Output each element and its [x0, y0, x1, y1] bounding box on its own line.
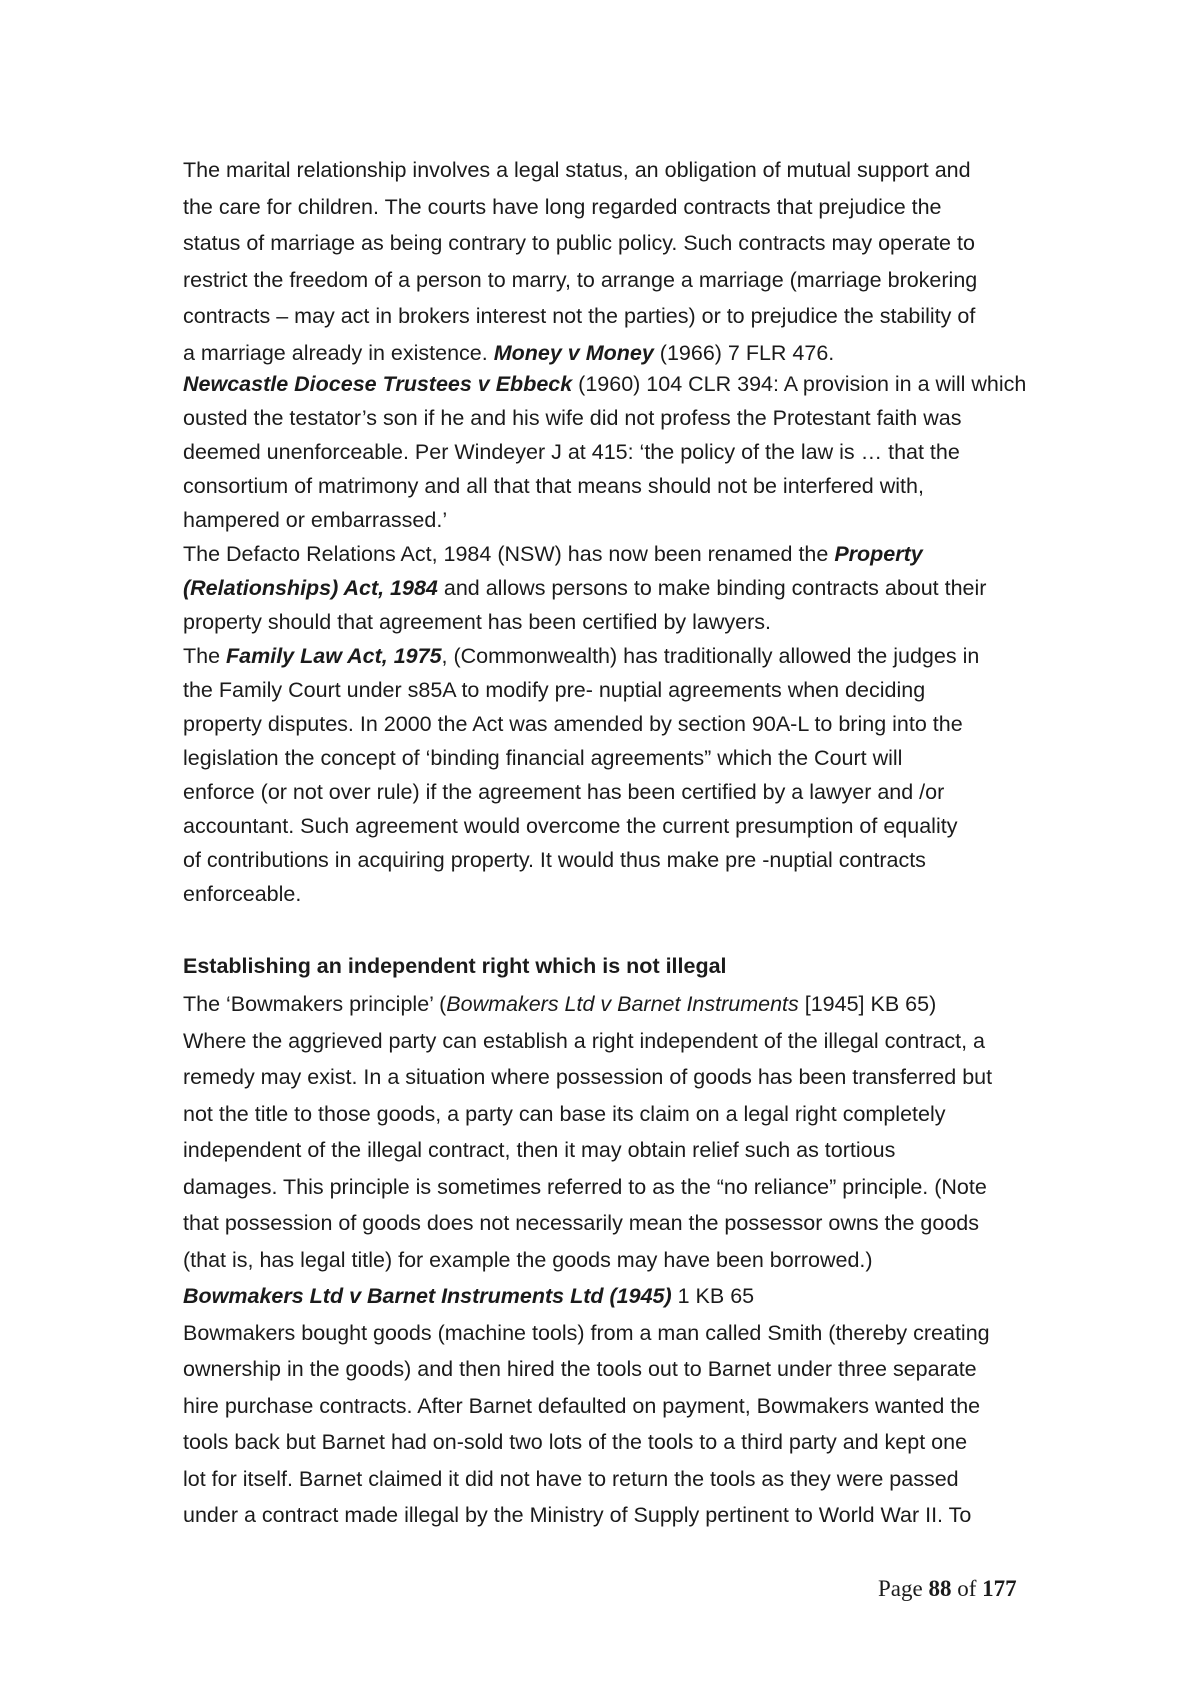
text-line: [183, 775, 1033, 809]
page-label: Page: [878, 1576, 929, 1601]
text-line: [183, 1315, 1033, 1352]
text-line: [183, 1424, 1033, 1461]
text-line: [183, 1497, 1033, 1534]
text-run: under a contract made illegal by the Ministry of Supply pertinent to World War II. To: [183, 1503, 972, 1527]
text-line: [183, 571, 1033, 605]
page-number-footer: [878, 1576, 1017, 1602]
text-line: [183, 1388, 1033, 1425]
text-line: [183, 843, 1033, 877]
paragraph-marital-relationship: [183, 152, 1033, 371]
text-line: [183, 809, 1033, 843]
text-run: legislation the concept of ‘binding financial agreements” which the Court will: [183, 746, 903, 770]
text-line: [183, 1461, 1033, 1498]
text-line: [183, 1132, 1033, 1169]
text-line: [183, 1242, 1033, 1279]
text-line: [183, 435, 1033, 469]
text-run: tools back but Barnet had on-sold two lots of the tools to a third party and kept one: [183, 1430, 968, 1454]
text-run: Where the aggrieved party can establish a right independent of the illegal contract, a: [183, 1028, 985, 1053]
text-run: property disputes. In 2000 the Act was amended by section 90A-L to bring into the: [183, 712, 963, 736]
case-citation: Family Law Act, 1975: [226, 644, 442, 668]
text-line: [183, 469, 1033, 503]
paragraph-bowmakers-principle: [183, 986, 1033, 1534]
text-line: [183, 152, 1033, 189]
text-run: contracts – may act in brokers interest not the parties) or to prejudice the stability of: [183, 304, 976, 328]
text-line: [183, 1059, 1033, 1096]
text-line: [183, 1096, 1033, 1133]
text-run: enforce (or not over rule) if the agreement has been certified by a lawyer and /or: [183, 780, 945, 804]
text-run: deemed unenforceable. Per Windeyer J at 415: ‘the policy of the law is … that the: [183, 440, 960, 464]
text-run: Bowmakers bought goods (machine tools) from a man called Smith (thereby creating: [183, 1320, 990, 1345]
case-citation: Bowmakers Ltd v Barnet Instruments: [446, 992, 799, 1016]
case-citation: Newcastle Diocese Trustees v Ebbeck: [183, 372, 573, 396]
text-run: lot for itself. Barnet claimed it did not have to return the tools as they were passed: [183, 1466, 959, 1491]
text-run: [1945] KB 65): [798, 992, 937, 1016]
paragraph-cases-and-legislation: [183, 367, 1033, 911]
text-run: ousted the testator’s son if he and his wife did not profess the Protestant faith was: [183, 406, 962, 430]
text-run: the care for children. The courts have long regarded contracts that prejudice the: [183, 194, 942, 219]
text-run: and allows persons to make binding contracts about their: [437, 576, 987, 600]
case-citation: Bowmakers Ltd v Barnet Instruments Ltd (1945): [183, 1284, 672, 1308]
text-run: property should that agreement has been certified by lawyers.: [183, 610, 771, 634]
text-line: [183, 189, 1033, 226]
text-line: [183, 639, 1033, 673]
text-line: [183, 1205, 1033, 1242]
text-line: [183, 537, 1033, 571]
text-line: [183, 367, 1033, 401]
text-run: enforceable.: [183, 882, 302, 906]
text-run: hampered or embarrassed.’: [183, 508, 448, 532]
text-line: [183, 877, 1033, 911]
total-pages-number: 177: [982, 1576, 1017, 1601]
text-run: that possession of goods does not necessarily mean the possessor owns the goods: [183, 1211, 979, 1235]
text-run: (1966) 7 FLR 476.: [653, 340, 835, 365]
text-run: The marital relationship involves a legal status, an obligation of mutual support and: [183, 158, 971, 182]
text-line: [183, 401, 1033, 435]
text-run: hire purchase contracts. After Barnet defaulted on payment, Bowmakers wanted the: [183, 1393, 981, 1418]
text-line: [183, 225, 1033, 262]
current-page-number: 88: [928, 1576, 952, 1601]
text-line: [183, 1351, 1033, 1388]
text-run: of contributions in acquiring property. It would thus make pre -nuptial contracts: [183, 848, 926, 872]
text-line: [183, 262, 1033, 299]
text-line: [183, 605, 1033, 639]
text-line: [183, 298, 1033, 335]
text-run: accountant. Such agreement would overcome the current presumption of equality: [183, 814, 958, 838]
text-line: [183, 707, 1033, 741]
text-run: independent of the illegal contract, then it may obtain relief such as tortious: [183, 1138, 896, 1162]
text-line: [183, 1278, 1033, 1315]
text-run: (that is, has legal title) for example the goods may have been borrowed.): [183, 1247, 873, 1272]
text-run: ownership in the goods) and then hired the tools out to Barnet under three separate: [183, 1357, 977, 1381]
text-line: [183, 1169, 1033, 1206]
text-run: damages. This principle is sometimes referred to as the “no reliance” principle. (Note: [183, 1174, 987, 1199]
text-run: The Defacto Relations Act, 1984 (NSW) has now been renamed the: [183, 542, 835, 566]
text-run: The: [183, 644, 227, 668]
text-run: (1960) 104 CLR 394: A provision in a will which: [572, 372, 1027, 396]
text-run: not the title to those goods, a party can base its claim on a legal right completely: [183, 1101, 946, 1126]
text-line: [183, 335, 1033, 372]
case-citation: Money v Money: [493, 340, 654, 365]
text-run: a marriage already in existence.: [183, 340, 494, 365]
text-line: [183, 741, 1033, 775]
text-run: remedy may exist. In a situation where possession of goods has been transferred but: [183, 1065, 993, 1089]
text-run: consortium of matrimony and all that that means should not be interfered with,: [183, 474, 924, 498]
text-run: status of marriage as being contrary to public policy. Such contracts may operate to: [183, 231, 975, 255]
text-line: [183, 673, 1033, 707]
case-citation: (Relationships) Act, 1984: [183, 576, 438, 600]
text-line: [183, 986, 1033, 1023]
text-run: 1 KB 65: [671, 1284, 755, 1308]
page-of-label: of: [951, 1576, 983, 1601]
text-run: the Family Court under s85A to modify pre- nuptial agreements when deciding: [183, 678, 926, 702]
section-heading: Establishing an independent right which is not illegal: [183, 954, 727, 978]
text-line: [183, 503, 1033, 537]
text-line: [183, 1023, 1033, 1060]
text-run: restrict the freedom of a person to marry, to arrange a marriage (marriage brokering: [183, 267, 978, 292]
text-run: , (Commonwealth) has traditionally allowed the judges in: [441, 644, 980, 668]
text-run: The ‘Bowmakers principle’ (: [183, 992, 447, 1016]
case-citation: Property: [834, 542, 923, 566]
